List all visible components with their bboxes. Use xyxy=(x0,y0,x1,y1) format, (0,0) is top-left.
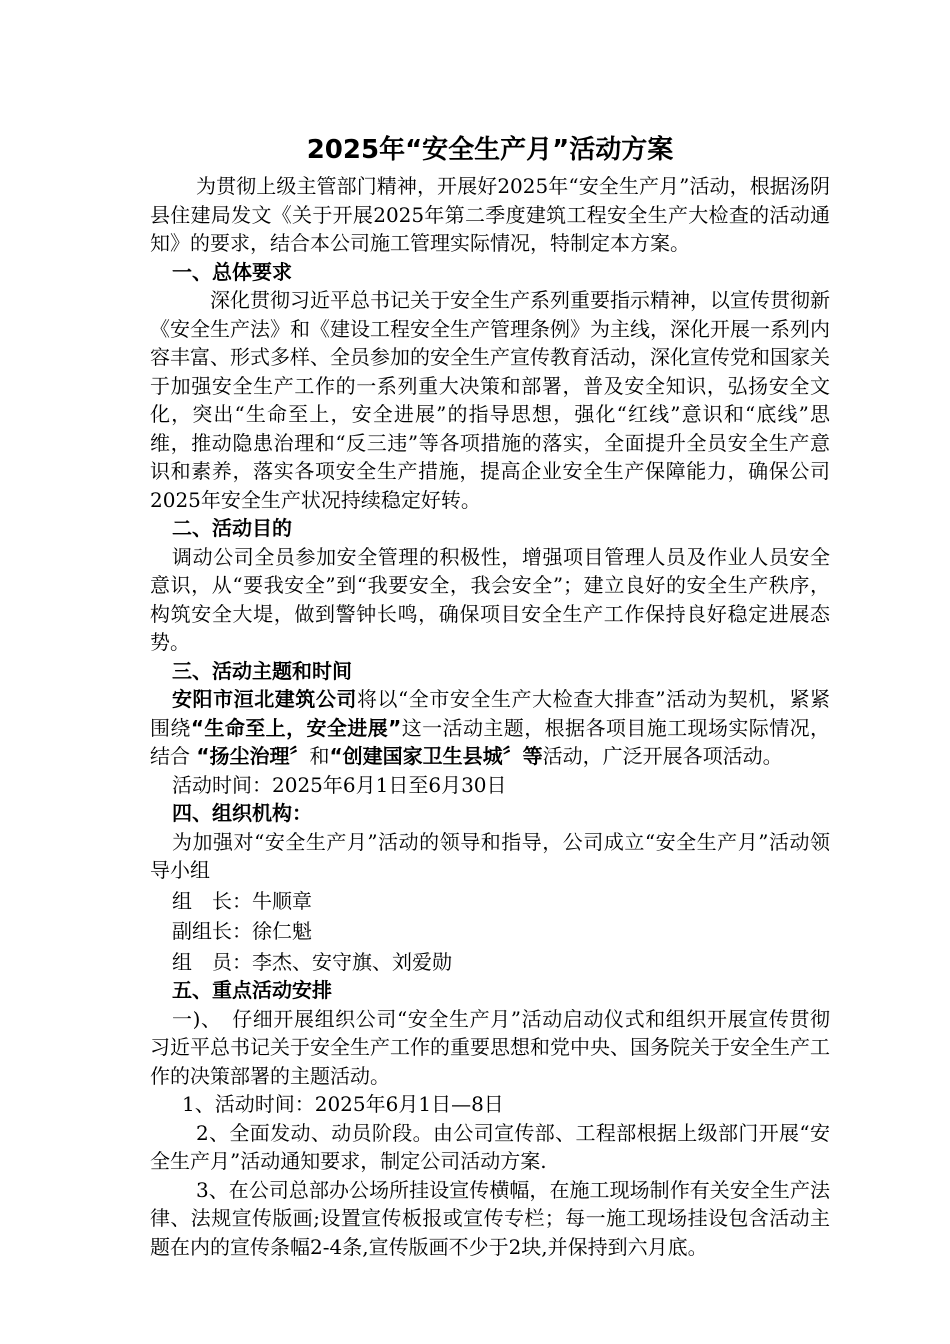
section-1-body: 深化贯彻习近平总书记关于安全生产系列重要指示精神，以宣传贯彻新《安全生产法》和《建设工程安全生产管理条例》为主线，深化开展一系列内容丰富、形式多样、全员参加的安全生产宣传教育活动，深化宣传党和国家关于加强安全生产工作的一系列重大决策和部署，普及安全知识，弘扬安全文化，突出“生命至上，安全进展”的指导思想，强化“红线”意识和“底线”思维，推动隐患治理和“反三违”等各项措施的落实，全面提升全员安全生产意识和素养，落实各项安全生产措施，提高企业安全生产保障能力，确保公司2025年安全生产状况持续稳定好转。 xyxy=(150,288,830,512)
section-4-body: 为加强对“安全生产月”活动的领导和指导，公司成立“安全生产月”活动领导小组 xyxy=(150,829,830,882)
activity-dust-control: “扬尘治理〞 xyxy=(196,744,310,768)
section-5-item-2: 1、活动时间：2025年6月1日—8日 xyxy=(182,1092,504,1116)
company-name: 安阳市洹北建筑公司 xyxy=(172,687,357,711)
section-5-item-4: 3、在公司总部办公场所挂设宣传横幅，在施工现场制作有关安全生产法律、法规宣传版画;设置宣传板报或宣传专栏；每一施工现场挂设包含活动主题在内的宣传条幅2-4条,宣传版画不少于2块,并保持到六月底。 xyxy=(150,1177,830,1259)
section-2-heading: 二、活动目的 xyxy=(172,516,292,540)
s3-text-1: 将以“全市安全生产大检查大排查”活动为契机，紧紧围绕 xyxy=(150,687,830,740)
document-title: 2025年“安全生产月”活动方案 xyxy=(306,135,674,165)
activity-theme: “生命至上，安全进展” xyxy=(190,715,402,740)
s3-text-3: 和 xyxy=(309,744,330,768)
section-3-body xyxy=(150,685,830,771)
s3-text-4: 活动，广泛开展各项活动。 xyxy=(542,744,783,768)
section-3-heading: 三、活动主题和时间 xyxy=(172,658,352,683)
intro-paragraph: 为贯彻上级主管部门精神，开展好2025年“安全生产月”活动，根据汤阴县住建局发文《关于开展2025年第二季度建筑工程安全生产大检查的活动通知》的要求，结合本公司施工管理实际情况，特制定本方案。 xyxy=(150,174,830,255)
group-members: 组 员：李杰、安守旗、刘爱勋 xyxy=(172,949,452,974)
section-4-heading: 四、组织机构： xyxy=(172,801,312,825)
section-5-item-3: 2、全面发动、动员阶段。由公司宣传部、工程部根据上级部门开展“安全生产月”活动通知要求，制定公司活动方案. xyxy=(150,1120,830,1173)
section-5-heading: 五、重点活动安排 xyxy=(172,978,332,1002)
section-1-heading: 一、总体要求 xyxy=(172,259,292,284)
section-5-item-1: 一)、 仔细开展组织公司“安全生产月”活动启动仪式和组织开展宣传贯彻习近平总书记关于安全生产工作的重要思想和党中央、国务院关于安全生产工作的决策部署的主题活动。 xyxy=(150,1006,830,1088)
section-2-body: 调动公司全员参加安全管理的积极性，增强项目管理人员及作业人员安全意识，从“要我安全”到“我要安全，我会安全”；建立良好的安全生产秩序，构筑安全大堤，做到警钟长鸣，确保项目安全生产工作保持良好稳定进展态势。 xyxy=(150,544,830,654)
group-leader: 组 长：牛顺章 xyxy=(172,888,312,913)
activity-sanitation-city: “创建国家卫生县城〞等 xyxy=(329,744,543,768)
document-page xyxy=(150,128,830,1261)
s3-text-2: 这一活动主题，根据各项目施工现场实际情况，结合 xyxy=(150,715,831,768)
activity-time: 活动时间：2025年6月1日至6月30日 xyxy=(172,772,507,797)
deputy-leader: 副组长：徐仁魁 xyxy=(172,919,312,943)
